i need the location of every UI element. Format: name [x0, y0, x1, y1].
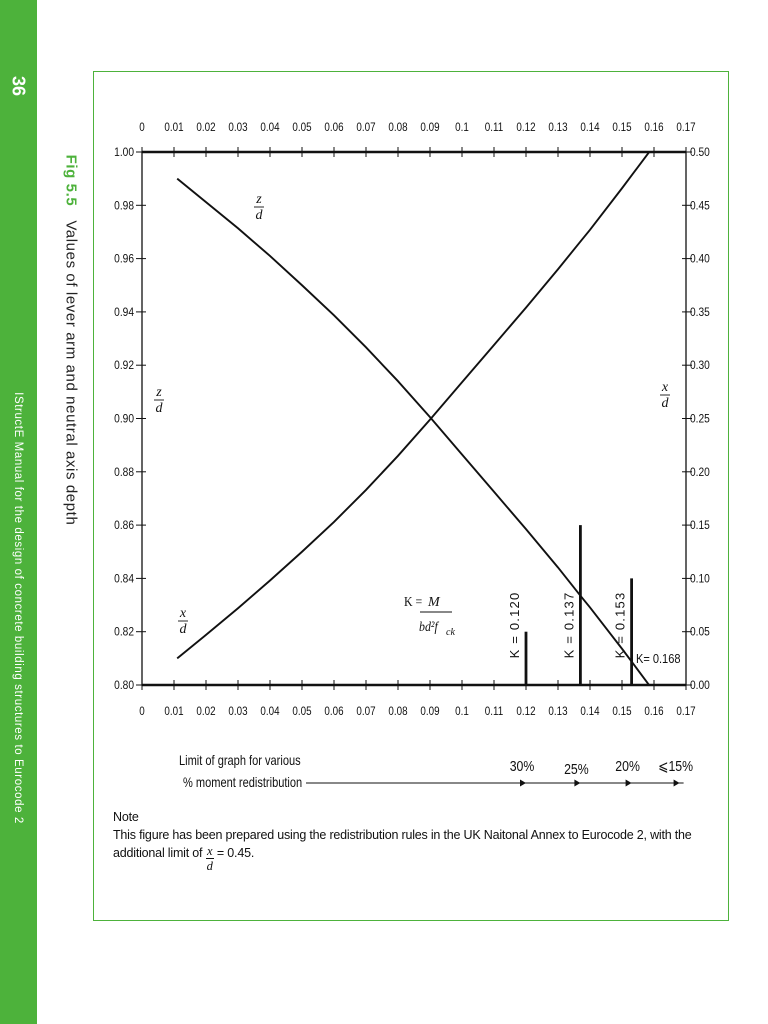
right-axis-label-num: x [661, 380, 669, 395]
y-right-tick-label: 0.00 [690, 679, 710, 693]
note-text-prefix: additional limit of [113, 846, 203, 860]
x-tick-label-bottom: 0.12 [516, 705, 536, 719]
note-text-line2 [113, 844, 703, 873]
note-frac-num: x [206, 844, 213, 858]
left-axis-label-den: d [155, 401, 163, 416]
redistribution-mark-label: 20% [615, 757, 640, 775]
y-left-tick-label: 1.00 [114, 146, 134, 160]
x-tick-label-top: 0.02 [196, 121, 216, 135]
x-tick-label-bottom: 0.13 [548, 705, 568, 719]
x-tick-label-top: 0.07 [356, 121, 376, 135]
k-limit-label: K = 0.120 [507, 591, 522, 659]
x-tick-label-top: 0.15 [612, 121, 632, 135]
x-tick-label-bottom: 0.06 [324, 705, 344, 719]
x-tick-label-bottom: 0.01 [164, 705, 184, 719]
figure-number: Fig 5.5 [62, 154, 80, 207]
y-right-tick-label: 0.15 [690, 519, 710, 533]
x-tick-label-bottom: 0.15 [612, 705, 632, 719]
formula-lhs: K = [404, 593, 423, 610]
note-text-suffix: = 0.45. [213, 846, 255, 860]
redistribution-arrowhead [574, 780, 580, 787]
y-left-tick-label: 0.96 [114, 252, 134, 266]
note-fraction [206, 844, 214, 873]
x-tick-label-bottom: 0.11 [484, 705, 504, 719]
k-end-label: K= 0.168 [636, 651, 681, 667]
x-tick-label-bottom: 0.05 [292, 705, 312, 719]
x-tick-label-top: 0 [139, 121, 145, 135]
y-left-tick-label: 0.82 [114, 626, 134, 639]
x-tick-label-bottom: 0.09 [420, 705, 440, 719]
series-line-z-over-d [177, 179, 679, 727]
series-label-x-over-d-num: x [179, 606, 187, 621]
y-right-tick-label: 0.45 [690, 199, 710, 213]
redistribution-caption-line2: % moment redistribution [183, 774, 303, 791]
left-axis-label-num: z [156, 385, 162, 400]
x-tick-label-bottom: 0 [139, 705, 145, 719]
y-left-tick-label: 0.88 [114, 466, 134, 480]
x-tick-label-top: 0.16 [644, 121, 664, 135]
y-right-tick-label: 0.30 [690, 359, 710, 373]
series-label-z-over-d-den: d [255, 208, 263, 223]
series-label-x-over-d-den: d [179, 622, 187, 637]
redistribution-caption-line1: Limit of graph for various [179, 752, 301, 769]
x-tick-label-top: 0.03 [228, 121, 248, 135]
y-right-tick-label: 0.10 [690, 572, 710, 586]
y-left-tick-label: 0.98 [114, 199, 134, 213]
k-limit-label: K = 0.153 [612, 591, 628, 659]
running-title: IStructE Manual for the design of concrete building structures to Eurocode 2 [12, 392, 24, 824]
y-left-tick-label: 0.86 [114, 519, 134, 533]
y-right-tick-label: 0.50 [690, 146, 710, 160]
x-tick-label-top: 0.01 [164, 121, 184, 135]
x-tick-label-bottom: 0.08 [388, 705, 408, 719]
k-limit-label: K = 0.137 [561, 591, 577, 659]
redistribution-mark-label: 25% [564, 760, 589, 778]
note-frac-den: d [206, 859, 213, 873]
x-tick-label-top: 0.12 [516, 121, 536, 135]
y-left-tick-label: 0.80 [114, 679, 134, 693]
x-tick-label-top: 0.14 [580, 121, 600, 135]
x-tick-label-bottom: 0.07 [356, 705, 376, 719]
x-tick-label-bottom: 0.16 [644, 705, 664, 719]
x-tick-label-top: 0.06 [324, 121, 344, 135]
redistribution-mark-label: ⩽15% [658, 757, 694, 775]
x-tick-label-bottom: 0.1 [455, 705, 469, 719]
redistribution-arrowhead [520, 780, 526, 787]
series-label-z-over-d-num: z [256, 192, 262, 207]
y-right-tick-label: 0.20 [690, 466, 710, 480]
figure-caption: Values of lever arm and neutral axis depth [62, 220, 80, 526]
page-number: 36 [8, 75, 29, 97]
redistribution-arrowhead [626, 780, 632, 787]
note-text-line1: This figure has been prepared using the redistribution rules in the UK Naitonal Annex to Eurocode 2, with the [113, 828, 692, 842]
right-axis-label-den: d [661, 396, 669, 411]
y-right-tick-label: 0.35 [690, 306, 710, 320]
x-tick-label-top: 0.04 [260, 121, 280, 135]
x-tick-label-bottom: 0.04 [260, 705, 280, 719]
x-tick-label-top: 0.13 [548, 121, 568, 135]
formula-den-subscript: ck [446, 627, 455, 638]
y-right-tick-label: 0.05 [690, 626, 710, 639]
series-line-x-over-d [177, 110, 679, 658]
y-left-tick-label: 0.90 [114, 412, 134, 426]
x-tick-label-top: 0.17 [676, 121, 696, 135]
note-heading: Note [113, 810, 139, 824]
note-block [113, 808, 703, 873]
y-left-tick-label: 0.92 [114, 359, 134, 373]
x-tick-label-top: 0.09 [420, 121, 440, 135]
x-tick-label-bottom: 0.17 [676, 705, 696, 719]
x-tick-label-bottom: 0.02 [196, 705, 216, 719]
formula-den: bd²f [419, 618, 438, 635]
y-right-tick-label: 0.25 [690, 412, 710, 426]
x-tick-label-bottom: 0.03 [228, 705, 248, 719]
redistribution-mark-label: 30% [509, 757, 535, 775]
x-tick-label-top: 0.08 [388, 121, 408, 135]
x-tick-label-top: 0.05 [292, 121, 312, 135]
y-right-tick-label: 0.40 [690, 252, 710, 266]
x-tick-label-top: 0.11 [484, 121, 504, 135]
y-left-tick-label: 0.84 [114, 572, 134, 586]
redistribution-arrowhead [674, 780, 680, 787]
x-tick-label-bottom: 0.14 [580, 705, 600, 719]
formula-num: M [428, 595, 440, 610]
x-tick-label-top: 0.1 [455, 121, 469, 135]
y-left-tick-label: 0.94 [114, 306, 134, 320]
